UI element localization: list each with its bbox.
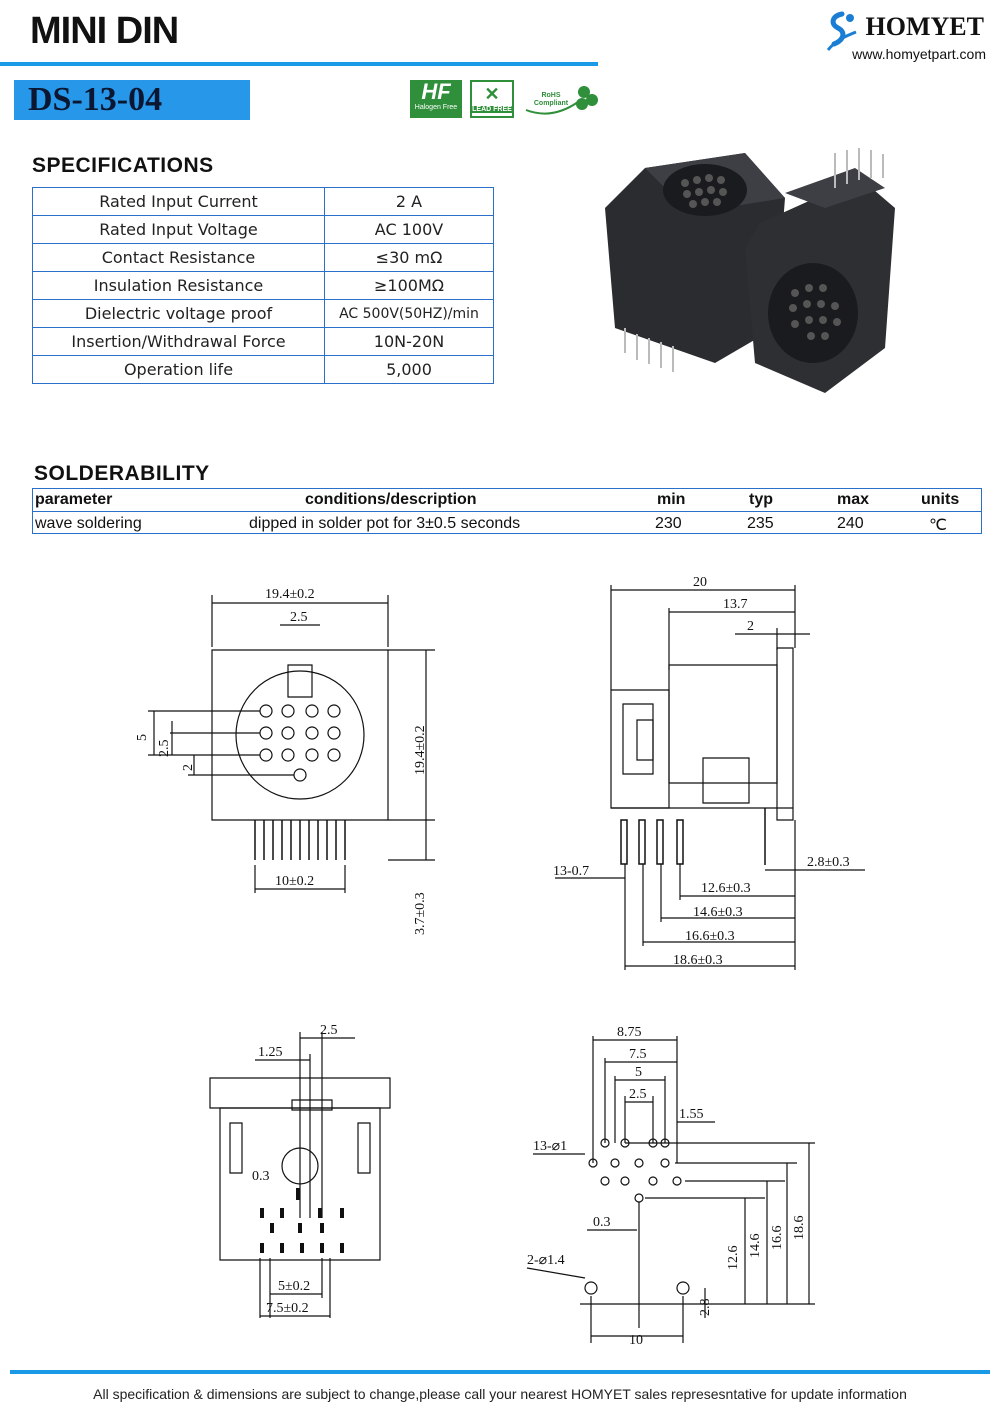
spec-value: AC 500V(50HZ)/min — [325, 300, 494, 328]
cell-units: ℃ — [929, 517, 947, 534]
cell-max: 240 — [837, 515, 864, 532]
dim-pcb-166: 16.6 — [770, 1225, 785, 1250]
dim-bottom-125: 1.25 — [258, 1045, 283, 1060]
dim-pcb-146: 14.6 — [748, 1233, 763, 1258]
dim-pcb-holes: 13-⌀1 — [533, 1139, 568, 1154]
header-units: units — [921, 491, 960, 508]
dim-pcb-5: 5 — [635, 1065, 642, 1080]
dim-front-width: 19.4±0.2 — [265, 587, 315, 602]
halogen-free-icon: HF — [421, 79, 451, 104]
dim-front-pin-span: 10±0.2 — [275, 874, 315, 889]
halogen-free-badge — [410, 80, 462, 118]
dim-side-166: 16.6±0.3 — [685, 929, 735, 944]
halogen-free-label: Halogen Free — [414, 104, 458, 111]
header-parameter: parameter — [35, 491, 113, 508]
solderability-table — [32, 488, 982, 534]
dim-front-2: 2 — [181, 764, 196, 771]
header-conditions: conditions/description — [305, 491, 477, 508]
bottom-view-drawing — [200, 1018, 400, 1323]
dim-side-137: 13.7 — [723, 597, 748, 612]
spec-value: ≤30 mΩ — [325, 244, 494, 272]
lead-free-badge — [470, 80, 514, 118]
rohs-badge — [522, 80, 598, 118]
dim-side-146: 14.6±0.3 — [693, 905, 743, 920]
dim-front-pitch: 2.5 — [290, 610, 308, 625]
dim-pcb-mount: 2-⌀1.4 — [527, 1253, 565, 1268]
dim-side-28: 2.8±0.3 — [807, 855, 850, 870]
dim-bottom-03: 0.3 — [252, 1169, 270, 1184]
dim-front-height: 19.4±0.2 — [413, 725, 428, 775]
header-max: max — [837, 491, 870, 508]
cell-conditions: dipped in solder pot for 3±0.5 seconds — [249, 515, 521, 532]
dim-pcb-03: 0.3 — [593, 1215, 611, 1230]
spec-value: 2 A — [325, 188, 494, 216]
pcb-layout-drawing — [525, 1018, 825, 1353]
table-row — [33, 244, 494, 272]
dim-bottom-5: 5±0.2 — [278, 1279, 311, 1294]
specifications-heading: SPECIFICATIONS — [32, 154, 214, 177]
table-divider — [33, 511, 981, 512]
spec-value: 10N-20N — [325, 328, 494, 356]
spec-value: 5,000 — [325, 356, 494, 384]
header-min: min — [657, 491, 686, 508]
spec-label: Operation life — [33, 356, 325, 384]
dim-front-25: 2.5 — [157, 739, 172, 757]
cell-min: 230 — [655, 515, 682, 532]
dim-front-pin-len: 3.7±0.3 — [413, 892, 428, 935]
dim-bottom-25: 2.5 — [320, 1023, 338, 1038]
table-row — [33, 216, 494, 244]
specifications-table — [32, 187, 494, 384]
spec-label: Insertion/Withdrawal Force — [33, 328, 325, 356]
lead-free-label: LEAD FREE — [472, 106, 512, 113]
dim-pcb-155: 1.55 — [679, 1107, 704, 1122]
table-row — [33, 300, 494, 328]
page-title: MINI DIN — [30, 10, 179, 52]
spec-label: Insulation Resistance — [33, 272, 325, 300]
spec-value: ≥100MΩ — [325, 272, 494, 300]
dim-bottom-75: 7.5±0.2 — [266, 1301, 309, 1316]
header-divider — [0, 62, 598, 66]
table-row — [33, 272, 494, 300]
dim-side-186: 18.6±0.3 — [673, 953, 723, 968]
lead-free-icon: ✕ — [484, 84, 500, 104]
solderability-heading: SOLDERABILITY — [34, 462, 210, 485]
table-row — [33, 328, 494, 356]
cell-typ: 235 — [747, 515, 774, 532]
spec-label: Rated Input Current — [33, 188, 325, 216]
model-number: DS-13-04 — [14, 80, 250, 120]
dim-pcb-875: 8.75 — [617, 1025, 642, 1040]
rohs-label: RoHS Compliant — [533, 92, 569, 107]
footer-divider — [10, 1370, 990, 1374]
table-row — [33, 356, 494, 384]
dim-pcb-25: 2.5 — [629, 1087, 647, 1102]
dim-side-20: 20 — [693, 575, 707, 590]
brand-url: www.homyetpart.com — [852, 46, 986, 62]
dim-pcb-10: 10 — [629, 1333, 643, 1348]
dim-pcb-126: 12.6 — [726, 1245, 741, 1270]
header-typ: typ — [749, 491, 773, 508]
dim-side-126: 12.6±0.3 — [701, 881, 751, 896]
table-row — [33, 188, 494, 216]
dim-pcb-186: 18.6 — [792, 1215, 807, 1240]
front-view-drawing — [120, 575, 450, 945]
side-view-drawing — [545, 570, 875, 975]
dim-side-pins: 13-0.7 — [553, 864, 590, 879]
spec-value: AC 100V — [325, 216, 494, 244]
brand-name: HOMYET — [865, 12, 984, 41]
dim-pcb-28: 2.8 — [698, 1298, 713, 1316]
spec-label: Dielectric voltage proof — [33, 300, 325, 328]
dim-pcb-75: 7.5 — [629, 1047, 647, 1062]
footer-note: All specification & dimensions are subject to change,please call your nearest HOMYET sales represesntative for update information — [93, 1386, 907, 1402]
table-row — [33, 513, 981, 535]
cell-parameter: wave soldering — [35, 515, 142, 532]
product-photo — [595, 148, 985, 398]
dim-side-2: 2 — [747, 619, 754, 634]
table-row — [33, 489, 981, 511]
spec-label: Contact Resistance — [33, 244, 325, 272]
dim-front-5: 5 — [135, 734, 150, 741]
spec-label: Rated Input Voltage — [33, 216, 325, 244]
